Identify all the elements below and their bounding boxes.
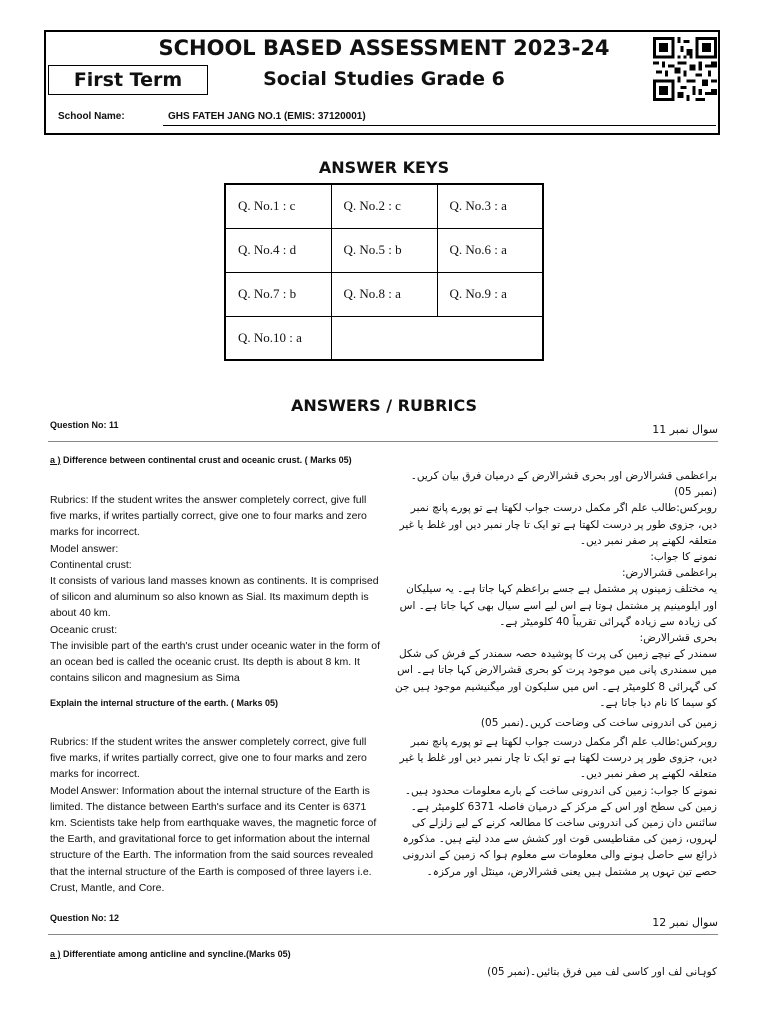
answer-keys-table	[224, 183, 544, 361]
answer-cell: Q. No.6 : a	[437, 228, 543, 272]
divider	[48, 441, 718, 442]
assessment-title: SCHOOL BASED ASSESSMENT 2023-24	[158, 36, 610, 60]
answer-cell-empty	[331, 316, 543, 360]
answer-keys-title: ANSWER KEYS	[318, 158, 450, 177]
school-underline	[163, 125, 716, 126]
answer-cell: Q. No.4 : d	[225, 228, 331, 272]
school-name-label: School Name:	[58, 111, 125, 122]
part-a-text: Differentiate among anticline and syncline.(Marks 05)	[60, 949, 291, 959]
answer-cell: Q. No.7 : b	[225, 272, 331, 316]
q11-english-answer: Rubrics: If the student writes the answer completely correct, give full five marks, if writes partially correct, give one to four marks and zero marks for incorrect. Model answer: Continental crust: It consists of various land masses known as continents. It is comprised of silicon and aluminum so also known as Sial. Its maximum depth is about 40 km. Oceanic crust: The invisible part of the earth's crust under oceanic water in the form of an ocean bed is called the oceanic crust. Its depth is about 8 km. It contains silicon and magnesium as Sima	[50, 494, 381, 685]
part-a-prefix: a )	[50, 455, 61, 465]
answer-cell: Q. No.3 : a	[437, 184, 543, 228]
school-name-value: GHS FATEH JANG NO.1 (EMIS: 37120001)	[168, 111, 366, 122]
q11b-urdu-answer: روبرکس:طالب علم اگر مکمل درست جواب لکھتا ہے تو پورے پانچ نمبر دیں، جزوی طور پر درست لکھتا ہے تو ایک تا چار نمبر دیں اور غلط یا غیر متعلقہ لکھنے پر صفر نمبر دیں۔ نمونے کا جواب: زمین کی اندرونی ساخت کے بارے معلومات محدود ہیں۔ زمین کی سطح اور اس کے مرکز کے درمیان فاصلہ 6371 کلومیٹر ہے۔ سائنس دان زمین کی اندرونی ساخت کا مطالعہ کرنے کے لیے زلزلے کی لہروں، زمین کی مقناطیسی قوت اور کشش سے مدد لیتے ہیں۔ مذکورہ ذرائع سے حاصل ہونے والی معلومات سے معلوم ہوا کہ زمین کے اندرونی حصے تین تہوں پر مشتمل ہیں یعنی قشرالارض، مینٹل اور مرکزہ۔	[399, 736, 717, 878]
question-12-label: Question No: 12	[50, 913, 120, 923]
question-11-part-a	[50, 455, 352, 465]
question-12-part-a	[50, 949, 291, 959]
question-11b-urdu-heading: زمین کی اندرونی ساخت کی وضاحت کریں۔(نمبر 05)	[480, 717, 717, 729]
answer-cell: Q. No.9 : a	[437, 272, 543, 316]
question-11b-heading: Explain the internal structure of the earth. ( Marks 05)	[50, 698, 279, 708]
q11b-english-answer: Rubrics: If the student writes the answer completely correct, give full five marks, if writes partially correct, give one to four marks and zero marks for incorrect. Model Answer: Information about the internal structure of the Earth is limited. The distance between Earth's surface and its Center is 6371 km. Scientists take help from earthquake waves, the magnetic force of the Earth, and gravitational force to get information about the internal structure of the Earth. The information from the said sources revealed that the internal structure of the Earth is composed of three layers i.e. Crust, Mantle, and Core.	[50, 736, 377, 894]
question-11-urdu-label: سوال نمبر 11	[652, 423, 718, 436]
answer-cell: Q. No.2 : c	[331, 184, 437, 228]
table-row	[225, 228, 543, 272]
question-12-urdu-label: سوال نمبر 12	[652, 916, 718, 929]
table-row	[225, 316, 543, 360]
part-a-text: Difference between continental crust and oceanic crust. ( Marks 05)	[60, 455, 352, 465]
question-11-label: Question No: 11	[50, 420, 119, 430]
question-12-urdu-text: کوہانی لف اور کاسی لف میں فرق بتائیں۔(نمبر 05)	[487, 966, 717, 978]
answer-cell: Q. No.8 : a	[331, 272, 437, 316]
divider	[48, 934, 718, 935]
q11-urdu-answer: براعظمی قشرالارض اور بحری قشرالارض کے درمیان فرق بیان کریں۔(نمبر 05) روبرکس:طالب علم اگر مکمل درست جواب لکھتا ہے تو پورے پانچ نمبر دیں، جزوی طور پر درست لکھتا ہے تو ایک تا چار نمبر دیں اور غلط یا غیر متعلقہ لکھنے پر صفر نمبر دیں۔ نمونے کا جواب: براعظمی قشرالارض: یہ مختلف زمینوں پر مشتمل ہے جسے براعظم کہا جاتا ہے۔ یہ سیلیکان اور ایلومینیم پر مشتمل ہوتا ہے اس لیے اسے سیال بھی کہا جاتا ہے۔ اس کی زیادہ سے زیادہ گہرائی تقریباً 40 کلومیٹر ہے۔ بحری قشرالارض: سمندر کے نیچے زمین کی پرت کا پوشیدہ حصہ سمندر کے فرش کی شکل میں سمندری پانی میں موجود پرت کو بحری قشرالارض کہا جاتا ہے۔ اس کی گہرائی 8 کلومیٹر ہے۔ اس میں سلیکون اور میگنیشیم موجود ہیں جن کو سیما کا نام دیا جاتا ہے۔	[395, 470, 717, 709]
answer-cell: Q. No.10 : a	[225, 316, 331, 360]
answer-cell: Q. No.1 : c	[225, 184, 331, 228]
rubrics-title: ANSWERS / RUBRICS	[290, 396, 478, 415]
term-box: First Term	[48, 65, 208, 95]
subject-title: Social Studies Grade 6	[263, 68, 505, 90]
answer-cell: Q. No.5 : b	[331, 228, 437, 272]
part-a-prefix: a )	[50, 949, 61, 959]
table-row	[225, 272, 543, 316]
table-row	[225, 184, 543, 228]
qr-code-icon	[650, 37, 720, 101]
